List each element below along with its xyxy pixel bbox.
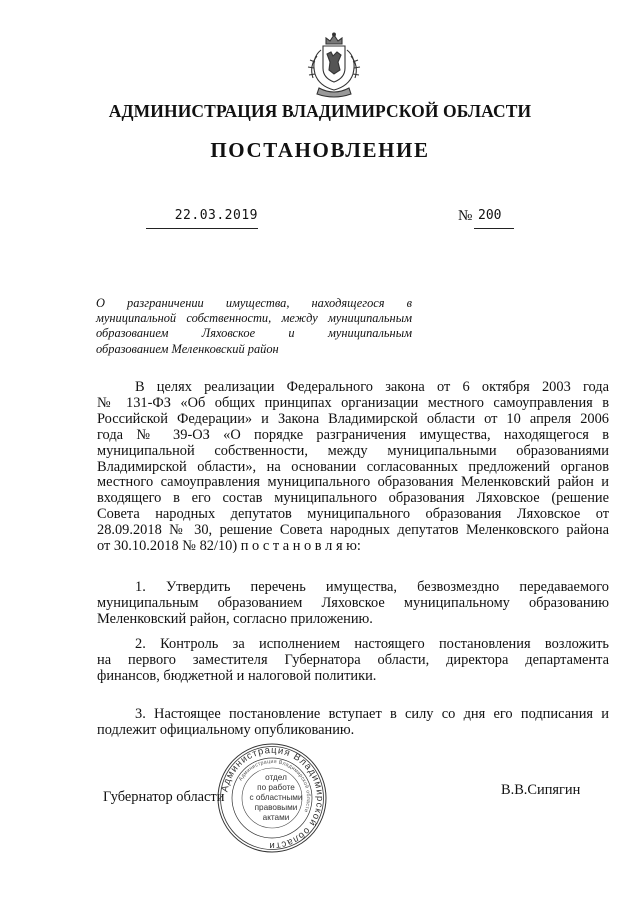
stamp-line: правовыми xyxy=(254,803,298,812)
document-date: 22.03.2019 xyxy=(174,208,258,223)
preamble-line: местного самоуправления муниципального образования Меленковский район и xyxy=(97,474,609,491)
item-1-paragraph xyxy=(97,580,609,628)
preamble-line: входящего в его состав муниципального образования Ляховское (решение xyxy=(97,490,609,507)
item-line: на первого заместителя Губернатора области, директора департамента xyxy=(97,651,609,668)
signatory-name: В.В.Сипягин xyxy=(501,782,581,798)
item-first-line: 3. Настоящее постановление вступает в силу со дня его подписания и xyxy=(135,706,609,722)
item-line: финансов, бюджетной и налоговой политики. xyxy=(97,667,377,684)
item-line: подлежит официальному опубликованию. xyxy=(97,721,355,738)
organization-title: АДМИНИСТРАЦИЯ ВЛАДИМИРСКОЙ ОБЛАСТИ xyxy=(108,101,532,121)
preamble-paragraph xyxy=(97,380,609,555)
preamble-line: года № 39-ОЗ «О порядке разграничения имущества, находящегося в xyxy=(97,426,609,443)
preamble-line: от 30.10.2018 № 82/10) п о с т а н о в л я ю: xyxy=(97,538,361,555)
preamble-line: Совета народных депутатов муниципального образования Ляховское от xyxy=(97,506,609,523)
preamble-first-line: В целях реализации Федерального закона от 6 октября 2003 года xyxy=(135,379,609,395)
subject-line: муниципальной собственности, между муниципальным xyxy=(96,311,412,326)
stamp-center-text xyxy=(246,773,306,823)
number-underline xyxy=(474,228,514,229)
coat-of-arms-icon xyxy=(305,32,363,100)
stamp-outer-ring-text: Администрация Владимирской области xyxy=(219,744,326,852)
preamble-line: № 131-ФЗ «Об общих принципах организации местного самоуправления в xyxy=(97,394,609,411)
item-line: Меленковский район, согласно приложению. xyxy=(97,610,373,627)
document-type-title: ПОСТАНОВЛЕНИЕ xyxy=(210,138,430,162)
item-2-paragraph xyxy=(97,637,609,685)
date-underline xyxy=(146,228,258,229)
item-3-paragraph xyxy=(97,707,609,739)
signatory-position: Губернатор области xyxy=(103,789,225,805)
subject-line: образованием Ляховское и муниципальным xyxy=(96,326,412,341)
item-first-line: 1. Утвердить перечень имущества, безвозмездно передаваемого xyxy=(135,579,609,595)
stamp-line: по работе xyxy=(257,783,295,792)
stamp-line: с областными xyxy=(249,793,303,802)
document-number: 200 xyxy=(478,208,502,223)
item-first-line: 2. Контроль за исполнением настоящего постановления возложить xyxy=(135,636,609,652)
subject-line: образованием Меленковский район xyxy=(96,341,279,356)
preamble-line: Владимирской области», на основании согласованных предложений органов xyxy=(97,458,609,475)
number-sign: № xyxy=(458,208,473,224)
document-subject xyxy=(96,296,412,357)
preamble-line: 28.09.2018 № 30, решение Совета народных депутатов Меленковского района xyxy=(97,522,609,539)
stamp-line: актами xyxy=(262,813,290,822)
item-line: муниципальным образованием Ляховское муниципальному образованию xyxy=(97,594,609,611)
stamp-line: отдел xyxy=(265,773,287,782)
preamble-line: Российской Федерации» и Закона Владимирской области от 10 апреля 2006 xyxy=(97,410,609,427)
stamp-inner-ring-text: Администрация Владимирской области xyxy=(237,758,312,813)
preamble-line: муниципальной собственности, между муниципальными образованиями xyxy=(97,442,609,459)
subject-line: О разграничении имущества, находящегося в xyxy=(96,296,412,310)
